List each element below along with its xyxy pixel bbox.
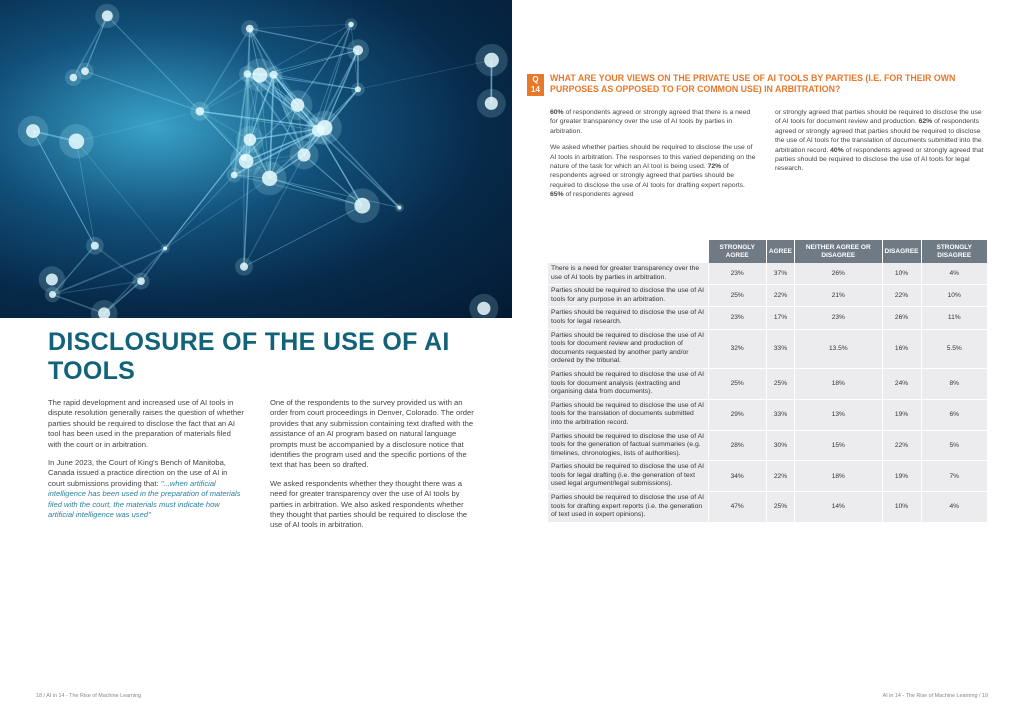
table-cell-value: 24%	[882, 368, 921, 399]
table-cell-value: 19%	[882, 399, 921, 430]
network-node	[240, 154, 247, 161]
stat-bold: 40%	[830, 146, 844, 154]
table-cell-value: 13%	[795, 399, 883, 430]
footer-left: 18 / AI in 14 - The Rise of Machine Learning	[36, 693, 142, 699]
survey-results-table	[548, 240, 988, 523]
network-line	[274, 50, 358, 75]
table-cell-statement: Parties should be required to disclose the use of AI tools for any purpose in an arbitration.	[548, 285, 708, 307]
paragraph-text: of respondents agreed or strongly agreed that parties should be required to disclose the use of AI tools for the translation of documents submitted into the arbitration record.	[775, 118, 982, 154]
table-cell-value: 4%	[921, 263, 988, 285]
stat-bold: 62%	[918, 118, 933, 126]
network-line	[165, 178, 269, 248]
table-cell-statement: There is a need for greater transparency over the use of AI tools by parties in arbitration.	[548, 263, 708, 285]
table-row	[548, 307, 988, 329]
question-badge	[527, 74, 544, 96]
table-cell-value: 26%	[882, 307, 921, 329]
table-cell-value: 13.5%	[795, 329, 883, 368]
page-title: DISCLOSURE OF THE USE OF AI TOOLS	[48, 328, 450, 385]
table-cell-value: 23%	[708, 307, 766, 329]
network-node	[91, 242, 99, 250]
table-cell-value: 4%	[921, 492, 988, 523]
table-cell-value: 7%	[921, 461, 988, 492]
table-cell-value: 33%	[766, 329, 794, 368]
network-node	[196, 107, 205, 116]
table-cell-value: 11%	[921, 307, 988, 329]
network-node	[246, 25, 254, 33]
practice-direction-quote: "...when artificial intelligence has been used in the preparation of materials filed with the court, the materials must indicate how artificial intelligence was used"	[48, 478, 241, 520]
network-node	[355, 86, 361, 92]
paragraph-text: of respondents agreed or strongly agreed that parties should be required to disclose the use of AI tools for legal research.	[775, 146, 984, 173]
table-row	[548, 430, 988, 461]
question-title: WHAT ARE YOUR VIEWS ON THE PRIVATE USE OF AI TOOLS BY PARTIES (I.E. FOR THEIR OWN PURPOSES AS OPPOSED TO FOR COMMON USE) IN ARBITRATION?	[550, 73, 956, 94]
network-node	[49, 291, 56, 298]
network-line	[165, 175, 234, 248]
table-cell-value: 26%	[795, 263, 883, 285]
table-cell-statement: Parties should be required to disclose the use of AI tools for document review and production of documents requested by another party and/or ordered by the tribunal.	[548, 329, 708, 368]
network-node	[70, 74, 78, 82]
network-node	[262, 171, 277, 186]
network-line	[250, 24, 351, 28]
table-cell-value: 5.5%	[921, 329, 988, 368]
table-cell-value: 25%	[708, 285, 766, 307]
middle-column	[270, 398, 480, 539]
table-cell-value: 22%	[766, 285, 794, 307]
table-cell-value: 37%	[766, 263, 794, 285]
table-cell-value: 22%	[766, 461, 794, 492]
table-cell-statement: Parties should be required to disclose the use of AI tools for legal drafting (i.e. the generation of text used legal argument/legal submissions).	[548, 461, 708, 492]
network-node	[46, 273, 58, 285]
paragraph: We asked respondents whether they thought there was a need for greater transparency over the use of AI tools by parties in arbitration. We also asked respondents whether they thought that parties should be required to disclose the use of AI tools in arbitration.	[270, 478, 468, 530]
table-cell-statement: Parties should be required to disclose the use of AI tools for drafting expert reports (i.e. the generation of text used in expert opinions).	[548, 492, 708, 523]
network-node	[317, 120, 332, 135]
network-node	[291, 98, 305, 112]
table-cell-value: 25%	[766, 492, 794, 523]
network-node	[244, 133, 256, 145]
table-cell-value: 29%	[708, 399, 766, 430]
table-row	[548, 285, 988, 307]
network-node	[354, 198, 370, 214]
table-cell-value: 8%	[921, 368, 988, 399]
paragraph	[550, 108, 756, 136]
table-cell-value: 10%	[882, 263, 921, 285]
paragraph-text: of respondents agreed or strongly agreed that there is a need for greater transparency over the use of AI tools by parties in arbitration.	[550, 109, 751, 135]
table-row	[548, 368, 988, 399]
table-cell-statement: Parties should be required to disclose the use of AI tools for document analysis (extracting and organising data from documents).	[548, 368, 708, 399]
paragraph-text: of respondents agreed	[563, 191, 634, 199]
network-node	[252, 68, 267, 83]
network-node	[163, 246, 167, 250]
left-column	[48, 398, 244, 528]
table-header-cell: STRONGLY DISAGREE	[921, 240, 988, 263]
table-cell-value: 23%	[795, 307, 883, 329]
network-node	[297, 148, 310, 161]
question-badge-number: 14	[531, 85, 540, 94]
network-node	[137, 277, 145, 285]
table-cell-statement: Parties should be required to disclose the use of AI tools for the generation of factual summaries (e.g. timelines, chronologies, lists of authorities).	[548, 430, 708, 461]
network-node	[485, 97, 498, 110]
paragraph	[550, 143, 756, 199]
table-cell-value: 15%	[795, 430, 883, 461]
table-header-row	[548, 240, 988, 263]
table-cell-value: 17%	[766, 307, 794, 329]
paragraph-text: In June 2023, the Court of King's Bench of Manitoba, Canada issued a practice direction on the use of AI in court submissions providing that:	[48, 458, 228, 488]
stat-bold: 65%	[550, 191, 564, 199]
table-cell-value: 10%	[921, 285, 988, 307]
table-cell-value: 32%	[708, 329, 766, 368]
table-cell-value: 34%	[708, 461, 766, 492]
table-row	[548, 263, 988, 285]
table-cell-value: 5%	[921, 430, 988, 461]
table-cell-value: 33%	[766, 399, 794, 430]
table-header-blank	[548, 240, 708, 263]
table-cell-value: 22%	[882, 430, 921, 461]
network-node	[477, 302, 490, 315]
paragraph-text: of respondents agreed or strongly agreed that parties should be required to disclose the use of AI tools for drafting expert reports.	[550, 163, 745, 189]
paragraph-text: or strongly agreed that parties should be required to disclose the use of AI tools for document review and production.	[775, 109, 982, 126]
network-node	[348, 22, 354, 28]
table-cell-value: 30%	[766, 430, 794, 461]
table-header-cell: DISAGREE	[882, 240, 921, 263]
footer-right: AI in 14 - The Rise of Machine Learning / 19	[882, 693, 988, 699]
table-cell-statement: Parties should be required to disclose the use of AI tools for the translation of documents submitted into the arbitration record.	[548, 399, 708, 430]
network-node	[240, 263, 248, 271]
paragraph: One of the respondents to the survey provided us with an order from court proceedings in Denver, Colorado. The order provides that any submission containing text drafted with the assistance of an AI program based on natural language prompts must be accompanied by a disclosure notice that identifies the program used and the specific portions of the text that has been so drafted.	[270, 398, 474, 470]
table-cell-statement: Parties should be required to disclose the use of AI tools for legal research.	[548, 307, 708, 329]
table-cell-value: 23%	[708, 263, 766, 285]
network-line	[244, 206, 362, 267]
network-node	[231, 172, 238, 179]
table-cell-value: 19%	[882, 461, 921, 492]
table-row	[548, 461, 988, 492]
network-line	[76, 141, 165, 248]
network-node	[69, 133, 85, 149]
network-line	[107, 16, 200, 111]
stat-bold: 60%	[550, 109, 564, 116]
table-cell-value: 6%	[921, 399, 988, 430]
right-text-column-2	[775, 108, 987, 181]
table-cell-value: 10%	[882, 492, 921, 523]
network-node	[81, 67, 89, 75]
stat-bold: 72%	[707, 163, 722, 171]
network-node	[484, 53, 499, 68]
network-node	[26, 124, 40, 138]
table-cell-value: 18%	[795, 461, 883, 492]
right-text-column-1	[550, 108, 756, 207]
network-line	[76, 111, 200, 141]
table-row	[548, 492, 988, 523]
table-cell-value: 16%	[882, 329, 921, 368]
paragraph: The rapid development and increased use of AI tools in dispute resolution generally raises the question of whether parties should be required to disclose the fact that an AI tool has been used in the preparation of materials filed with the court or in arbitration.	[48, 398, 244, 449]
network-line	[358, 60, 492, 89]
table-header-cell: STRONGLY AGREE	[708, 240, 766, 263]
table-row	[548, 329, 988, 368]
hero-image-network	[0, 0, 512, 318]
table-cell-value: 22%	[882, 285, 921, 307]
paragraph	[48, 458, 244, 520]
network-node	[397, 206, 401, 210]
table-cell-value: 47%	[708, 492, 766, 523]
table-header-cell: AGREE	[766, 240, 794, 263]
table-row	[548, 399, 988, 430]
table-cell-value: 25%	[708, 368, 766, 399]
network-node	[102, 10, 113, 21]
table-header-cell: NEITHER AGREE OR DISAGREE	[795, 240, 883, 263]
question-badge-letter: Q	[532, 75, 539, 84]
network-node	[353, 45, 363, 55]
table-cell-value: 18%	[795, 368, 883, 399]
paragraph-text: We asked whether parties should be required to disclose the use of AI tools in arbitration. The responses to this varied depending on the nature of the task for which an AI tool is being used.	[550, 144, 756, 171]
table-cell-value: 21%	[795, 285, 883, 307]
table-cell-value: 25%	[766, 368, 794, 399]
network-line	[85, 71, 200, 111]
paragraph	[775, 108, 987, 174]
table-cell-value: 14%	[795, 492, 883, 523]
table-cell-value: 28%	[708, 430, 766, 461]
